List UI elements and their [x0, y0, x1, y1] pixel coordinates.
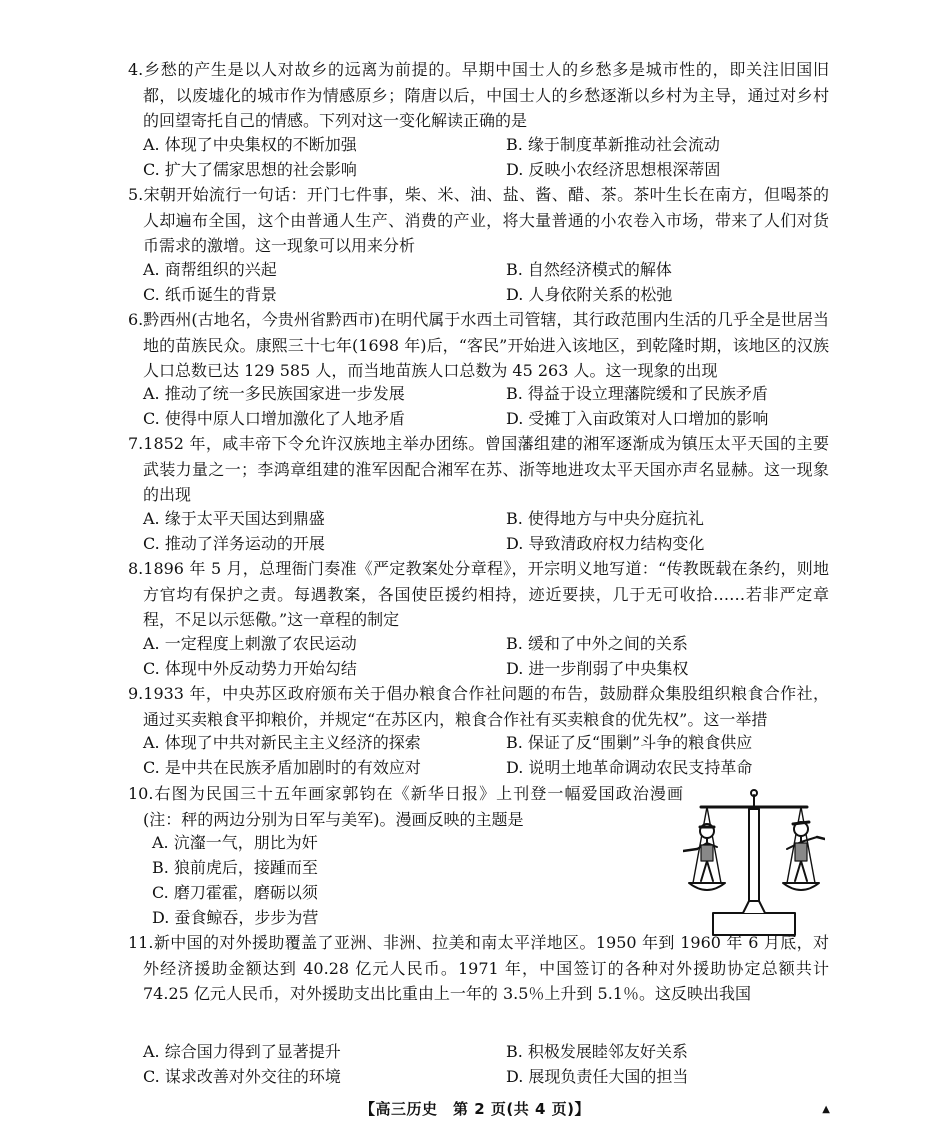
option-c: C. 是中共在民族矛盾加剧时的有效应对	[143, 758, 421, 777]
question-5-stem: 5.宋朝开始流行一句话：开门七件事，柴、米、油、盐、酱、醋、茶。茶叶生长在南方，但喝茶的人却遍布全国，这个由普通人生产、消费的产业，将大量普通的小农卷入市场，带来了人们对货币需求的激增。这一现象可以用来分析	[128, 185, 829, 255]
option-b: B. 使得地方与中央分庭抗礼	[506, 509, 704, 528]
question-number: 11.	[128, 933, 154, 952]
question-number: 4.	[128, 60, 144, 79]
corner-mark: ▲	[822, 1104, 830, 1115]
question-number: 9.	[128, 684, 144, 703]
option-a: A. 一定程度上刺激了农民运动	[143, 634, 357, 653]
option-d: D. 展现负责任大国的担当	[506, 1067, 689, 1086]
question-7-stem: 7.1852 年，咸丰帝下令允许汉族地主举办团练。曾国藩组建的湘军逐渐成为镇压太平天国的主要武装力量之一；李鸿章组建的淮军因配合湘军在苏、浙等地进攻太平天国亦声名显赫。这一现象的出现	[128, 434, 829, 504]
option-d: D. 蚕食鲸吞，步步为营	[152, 908, 319, 927]
question-11-stem: 11.新中国的对外援助覆盖了亚洲、非洲、拉美和南太平洋地区。1950 年到 1960 年 6 月底，对外经济援助金额达到 40.28 亿元人民币。1971 年，中国签订的各种对外援助协定总额共计 74.25 亿元人民币，对外援助支出比重由上一年的 3.5％上升到 5.1％。这反映出我国	[128, 933, 829, 1003]
option-c: C. 磨刀霍霍，磨砺以须	[152, 883, 318, 902]
option-b: B. 得益于设立理藩院缓和了民族矛盾	[506, 384, 768, 403]
political-cartoon-scale	[683, 787, 825, 943]
option-c: C. 体现中外反动势力开始勾结	[143, 659, 357, 678]
option-b: B. 自然经济模式的解体	[506, 260, 672, 279]
option-b: B. 狼前虎后，接踵而至	[152, 858, 318, 877]
option-a: A. 商帮组织的兴起	[143, 260, 277, 279]
option-a: A. 推动了统一多民族国家进一步发展	[143, 384, 405, 403]
option-b: B. 保证了反“围剿”斗争的粮食供应	[506, 733, 753, 752]
question-4-stem: 4.乡愁的产生是以人对故乡的远离为前提的。早期中国士人的乡愁多是城市性的，即关注旧国旧都，以废墟化的城市作为情感原乡；隋唐以后，中国士人的乡愁逐渐以乡村为主导，通过对乡村的回望寄托自己的情感。下列对这一变化解读正确的是	[128, 60, 829, 130]
question-number: 10.	[128, 784, 154, 803]
option-c: C. 使得中原人口增加激化了人地矛盾	[143, 409, 405, 428]
option-b: B. 缘于制度革新推动社会流动	[506, 135, 720, 154]
option-d: D. 导致清政府权力结构变化	[506, 534, 705, 553]
option-d: D. 受摊丁入亩政策对人口增加的影响	[506, 409, 769, 428]
question-number: 5.	[128, 185, 144, 204]
question-8-stem: 8.1896 年 5 月，总理衙门奏准《严定教案处分章程》，开宗明义地写道：“传教既载在条约，则地方官均有保护之责。每遇教案，各国使臣援约相持，迹近要挟，几于无可收拾……若非严定章程，不足以示惩儆。”这一章程的制定	[128, 559, 829, 629]
option-d: D. 人身依附关系的松弛	[506, 285, 673, 304]
question-10-stem: 10.右图为民国三十五年画家郭钧在《新华日报》上刊登一幅爱国政治漫画(注：秤的两边分别为日军与美军)。漫画反映的主题是	[128, 784, 683, 829]
question-number: 8.	[128, 559, 144, 578]
option-a: A. 体现了中央集权的不断加强	[143, 135, 357, 154]
option-b: B. 缓和了中外之间的关系	[506, 634, 688, 653]
option-a: A. 体现了中共对新民主主义经济的探索	[143, 733, 421, 752]
option-c: C. 扩大了儒家思想的社会影响	[143, 160, 357, 179]
option-b: B. 积极发展睦邻友好关系	[506, 1042, 688, 1061]
option-d: D. 进一步削弱了中央集权	[506, 659, 689, 678]
option-c: C. 纸币诞生的背景	[143, 285, 277, 304]
option-d: D. 说明土地革命调动农民支持革命	[506, 758, 753, 777]
question-9-stem: 9.1933 年，中央苏区政府颁布关于倡办粮食合作社问题的布告，鼓励群众集股组织粮食合作社，通过买卖粮食平抑粮价，并规定“在苏区内，粮食合作社有买卖粮食的优先权”。这一举措	[128, 684, 829, 729]
page-footer: 【高三历史 第 2 页(共 4 页)】	[360, 1100, 590, 1118]
option-a: A. 综合国力得到了显著提升	[143, 1042, 341, 1061]
option-c: C. 谋求改善对外交往的环境	[143, 1067, 341, 1086]
question-number: 7.	[128, 434, 144, 453]
option-d: D. 反映小农经济思想根深蒂固	[506, 160, 721, 179]
option-c: C. 推动了洋务运动的开展	[143, 534, 325, 553]
option-a: A. 沆瀣一气，朋比为奸	[152, 833, 318, 852]
option-a: A. 缘于太平天国达到鼎盛	[143, 509, 325, 528]
question-6-stem: 6.黔西州(古地名，今贵州省黔西市)在明代属于水西土司管辖，其行政范围内生活的几乎全是世居当地的苗族民众。康熙三十七年(1698 年)后，“客民”开始进入该地区，到乾隆时期，该地区的汉族人口总数已达 129 585 人，而当地苗族人口总数为 45 263 人。这一现象的出现	[128, 310, 829, 380]
question-number: 6.	[128, 310, 144, 329]
